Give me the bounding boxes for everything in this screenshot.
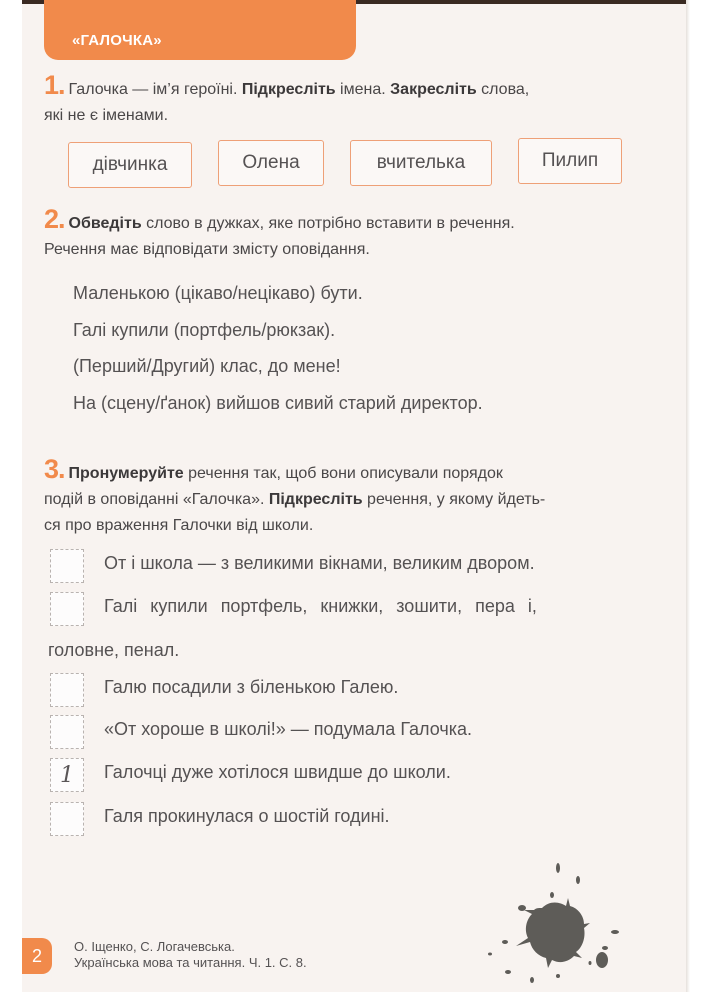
- page-edge: [686, 0, 690, 992]
- order-item: [50, 549, 660, 585]
- sentence[interactable]: Галі купили (портфель/рюкзак).: [73, 319, 336, 340]
- order-number-box[interactable]: [50, 802, 84, 836]
- order-item: [50, 715, 660, 751]
- order-number-box[interactable]: [50, 715, 84, 749]
- task-2-sentences: [73, 278, 483, 424]
- page-number-tab: 2: [22, 938, 52, 974]
- word-box[interactable]: вчителька: [350, 140, 492, 186]
- page-title: «ГАЛОЧКА»: [72, 32, 162, 49]
- order-number-box[interactable]: [50, 592, 84, 626]
- sentence[interactable]: Маленькою (цікаво/нецікаво) бути.: [73, 283, 363, 303]
- order-item: [50, 802, 660, 838]
- order-item: [50, 592, 660, 628]
- task-1-instructions: 1. Галочка — ім’я героїні. Підкресліть імена. Закресліть слова, які не є іменами.: [44, 70, 530, 124]
- task-3-instructions: 3. Пронумеруйте речення так, щоб вони описували порядок подій в оповіданні «Галочка». Підкресліть речення, у якому йдеть- ся про враження Галочки від школи.: [44, 454, 546, 534]
- task-number: 3.: [44, 454, 65, 484]
- order-sentence-continuation: головне, пенал.: [48, 640, 180, 660]
- order-number-box[interactable]: [50, 673, 84, 707]
- order-item-continuation: [48, 636, 658, 672]
- footer-citation: О. Іщенко, С. Логачевська. Українська мова та читання. Ч. 1. С. 8.: [74, 939, 307, 970]
- order-item: [50, 673, 660, 709]
- order-item: [50, 758, 660, 794]
- sentence[interactable]: (Перший/Другий) клас, до мене!: [73, 356, 341, 376]
- task-number: 1.: [44, 70, 65, 100]
- header-tab: [44, 0, 356, 60]
- order-sentence[interactable]: Галочці дуже хотілося швидше до школи.: [104, 762, 451, 782]
- task-number: 2.: [44, 204, 65, 234]
- order-sentence[interactable]: Галю посадили з біленькою Галею.: [104, 677, 399, 697]
- word-box[interactable]: дівчинка: [68, 142, 192, 188]
- task-2-instructions: 2. Обведіть слово в дужках, яке потрібно вставити в речення. Речення має відповідати змісту оповідання.: [44, 204, 515, 258]
- order-number-box[interactable]: [50, 549, 84, 583]
- sentence[interactable]: На (сцену/ґанок) вийшов сивий старий директор.: [73, 392, 483, 413]
- order-sentence[interactable]: От і школа — з великими вікнами, великим двором.: [104, 553, 535, 573]
- order-number-box[interactable]: 1: [50, 758, 84, 792]
- word-box[interactable]: Олена: [218, 140, 324, 186]
- word-boxes: [68, 138, 628, 190]
- ink-blot-icon: [480, 860, 630, 990]
- word-box[interactable]: Пилип: [518, 138, 622, 184]
- order-sentence[interactable]: Галі купили портфель, книжки, зошити, пера і,: [104, 596, 537, 616]
- order-sentence[interactable]: «От хороше в школі!» — подумала Галочка.: [104, 719, 473, 739]
- order-sentence[interactable]: Галя прокинулася о шостій годині.: [104, 806, 390, 826]
